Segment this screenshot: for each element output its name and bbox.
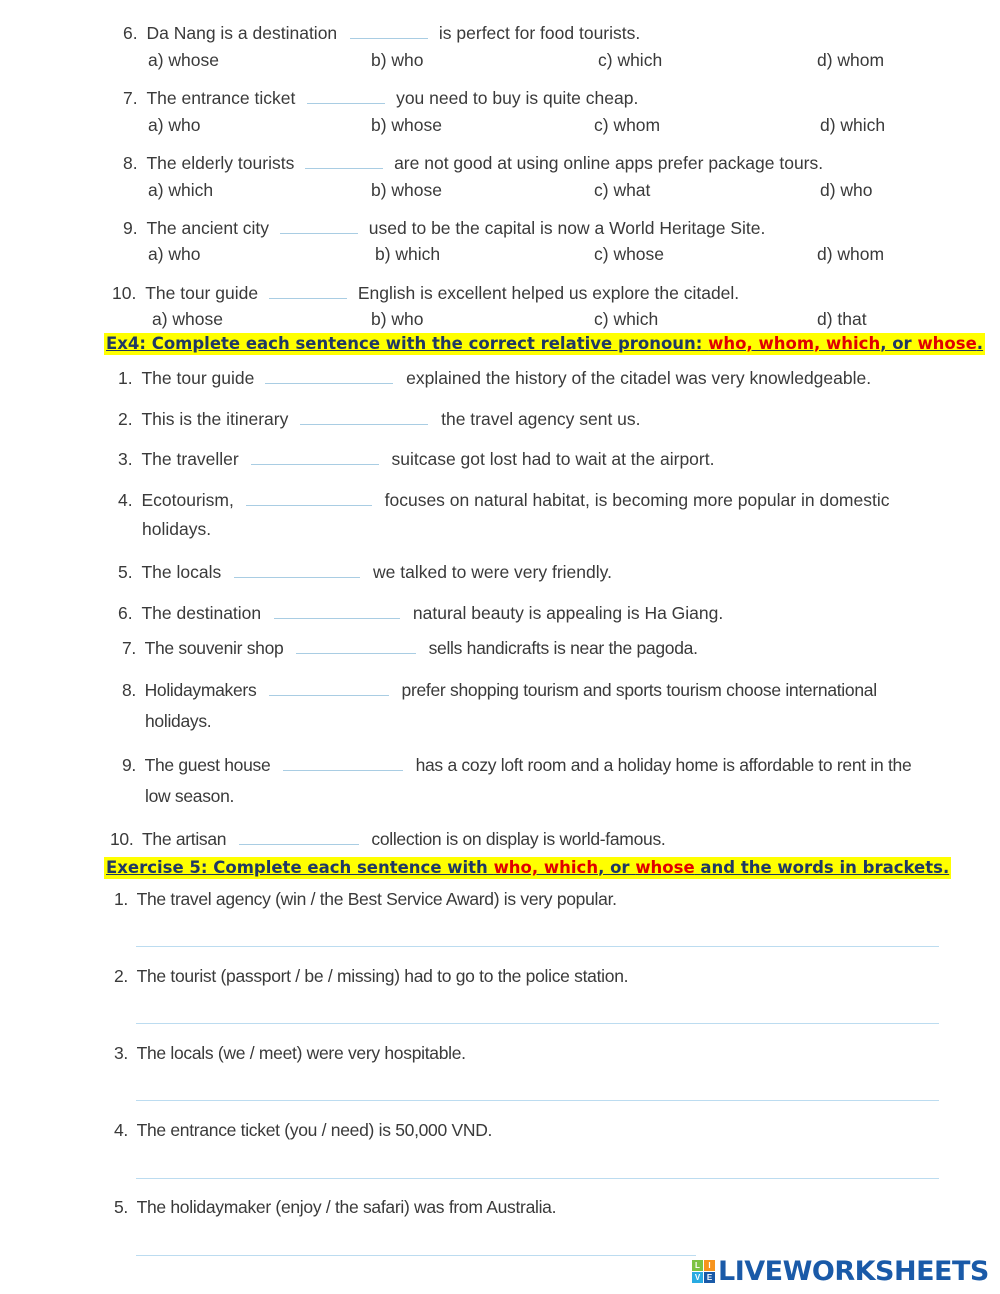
ex4-item-4 bbox=[118, 488, 890, 511]
item-text-before: The traveller bbox=[141, 449, 239, 469]
item-text-before: The souvenir shop bbox=[144, 638, 284, 658]
option-c[interactable]: c) which bbox=[598, 50, 663, 70]
item-text-after: the travel agency sent us. bbox=[441, 409, 641, 429]
item-number: 2. bbox=[114, 966, 128, 986]
answer-blank[interactable] bbox=[251, 447, 379, 465]
item-text-after: focuses on natural habitat, is becoming more popular in domestic bbox=[384, 490, 890, 510]
item-number: 5. bbox=[114, 1197, 128, 1217]
item-text: The tourist (passport / be / missing) had to go to the police station. bbox=[136, 966, 629, 986]
item-text-before: Ecotourism, bbox=[141, 490, 234, 510]
ex5-item-3 bbox=[114, 1043, 466, 1064]
question-number: 7. bbox=[123, 88, 138, 108]
logo-icon-letter-e: E bbox=[704, 1272, 715, 1283]
answer-line[interactable] bbox=[136, 1100, 939, 1101]
item-number: 8. bbox=[122, 680, 136, 700]
item-number: 4. bbox=[114, 1120, 128, 1140]
heading-prefix: Ex4: Complete each sentence with the correct relative pronoun: bbox=[106, 334, 709, 353]
question-text-after: used to be the capital is now a World Heritage Site. bbox=[368, 218, 766, 238]
item-text-after: explained the history of the citadel was very knowledgeable. bbox=[406, 368, 872, 388]
answer-blank[interactable] bbox=[269, 281, 347, 299]
option-b[interactable]: b) who bbox=[371, 50, 424, 70]
ex3-question-8 bbox=[123, 151, 823, 174]
answer-blank[interactable] bbox=[350, 21, 428, 39]
ex3-question-10 bbox=[112, 281, 739, 304]
item-number: 4. bbox=[118, 490, 133, 510]
item-text-after: sells handicrafts is near the pagoda. bbox=[428, 638, 698, 658]
answer-blank[interactable] bbox=[234, 560, 360, 578]
heading-red-whose: whose bbox=[635, 858, 695, 877]
logo-icon-letter-v: V bbox=[692, 1272, 703, 1283]
answer-blank[interactable] bbox=[280, 216, 358, 234]
ex4-item-6 bbox=[118, 601, 723, 624]
item-text-before: The artisan bbox=[142, 829, 227, 849]
option-c[interactable]: c) whom bbox=[594, 115, 661, 135]
ex3-question-7 bbox=[123, 86, 638, 109]
heading-prefix: Exercise 5: Complete each sentence with bbox=[106, 858, 494, 877]
option-b[interactable]: b) which bbox=[375, 244, 441, 264]
item-text-after: natural beauty is appealing is Ha Giang. bbox=[412, 603, 724, 623]
answer-line[interactable] bbox=[136, 1023, 939, 1024]
option-d[interactable]: d) whom bbox=[817, 50, 885, 70]
item-text-before: The tour guide bbox=[141, 368, 255, 388]
option-d[interactable]: d) who bbox=[820, 180, 873, 200]
ex4-item-5 bbox=[118, 560, 612, 583]
ex4-item-9 bbox=[122, 753, 911, 776]
answer-blank[interactable] bbox=[305, 151, 383, 169]
answer-line[interactable] bbox=[136, 946, 939, 947]
ex5-heading bbox=[104, 857, 951, 879]
question-number: 9. bbox=[123, 218, 138, 238]
question-text-before: The ancient city bbox=[146, 218, 270, 238]
item-number: 1. bbox=[118, 368, 133, 388]
ex5-item-4 bbox=[114, 1120, 492, 1141]
ex3-question-9 bbox=[123, 216, 765, 239]
item-text: The entrance ticket (you / need) is 50,000 VND. bbox=[136, 1120, 493, 1140]
item-number: 1. bbox=[114, 889, 128, 909]
item-text-after: prefer shopping tourism and sports tourism choose international bbox=[401, 680, 877, 700]
ex4-item-8-continuation: holidays. bbox=[145, 711, 212, 731]
ex4-item-7 bbox=[122, 636, 698, 659]
option-c[interactable]: c) which bbox=[594, 309, 659, 329]
option-d[interactable]: d) that bbox=[817, 309, 867, 329]
item-text-after: has a cozy loft room and a holiday home is affordable to rent in the bbox=[415, 755, 912, 775]
item-text: The travel agency (win / the Best Service Award) is very popular. bbox=[136, 889, 617, 909]
option-a[interactable]: a) whose bbox=[152, 309, 224, 329]
ex3-question-6 bbox=[123, 21, 640, 44]
option-b[interactable]: b) whose bbox=[371, 115, 443, 135]
ex4-heading bbox=[104, 333, 985, 355]
item-number: 5. bbox=[118, 562, 133, 582]
item-text-before: The destination bbox=[141, 603, 262, 623]
item-text-after: collection is on display is world-famous. bbox=[371, 829, 666, 849]
answer-blank[interactable] bbox=[283, 753, 403, 771]
item-text-after: suitcase got lost had to wait at the airport. bbox=[391, 449, 715, 469]
option-d[interactable]: d) whom bbox=[817, 244, 885, 264]
question-text-before: The entrance ticket bbox=[146, 88, 296, 108]
question-text-before: The tour guide bbox=[145, 283, 259, 303]
question-number: 6. bbox=[123, 23, 138, 43]
ex4-item-8 bbox=[122, 678, 877, 701]
answer-blank[interactable] bbox=[269, 678, 389, 696]
answer-blank[interactable] bbox=[274, 601, 400, 619]
heading-red-pronouns: who, whom, which bbox=[708, 334, 881, 353]
answer-blank[interactable] bbox=[300, 407, 428, 425]
heading-red-whose: whose bbox=[917, 334, 977, 353]
question-text-after: English is excellent helped us explore the citadel. bbox=[357, 283, 740, 303]
item-text-before: The locals bbox=[141, 562, 222, 582]
heading-mid: , or bbox=[598, 858, 636, 877]
question-text-before: Da Nang is a destination bbox=[146, 23, 338, 43]
item-text-after: we talked to were very friendly. bbox=[373, 562, 612, 582]
answer-blank[interactable] bbox=[265, 366, 393, 384]
item-number: 6. bbox=[118, 603, 133, 623]
answer-line[interactable] bbox=[136, 1178, 939, 1179]
heading-suffix: and the words in brackets. bbox=[694, 858, 950, 877]
option-a[interactable]: a) who bbox=[148, 115, 201, 135]
answer-blank[interactable] bbox=[239, 827, 359, 845]
ex4-item-10 bbox=[110, 827, 665, 850]
item-text-before: The guest house bbox=[144, 755, 271, 775]
answer-line[interactable] bbox=[136, 1255, 696, 1256]
ex4-item-1 bbox=[118, 366, 871, 389]
item-number: 9. bbox=[122, 755, 136, 775]
ex5-item-1 bbox=[114, 889, 617, 910]
logo-text: LIVEWORKSHEETS bbox=[718, 1255, 989, 1287]
question-number: 8. bbox=[123, 153, 138, 173]
item-text: The locals (we / meet) were very hospitable. bbox=[136, 1043, 466, 1063]
item-text: The holidaymaker (enjoy / the safari) was from Australia. bbox=[136, 1197, 557, 1217]
heading-mid: , or bbox=[880, 334, 918, 353]
answer-blank[interactable] bbox=[307, 86, 385, 104]
item-text-before: Holidaymakers bbox=[144, 680, 257, 700]
logo-icon-letter-i: I bbox=[704, 1260, 715, 1271]
ex5-item-5 bbox=[114, 1197, 556, 1218]
ex4-item-3 bbox=[118, 447, 714, 470]
option-a[interactable]: a) whose bbox=[148, 50, 220, 70]
question-text-after: are not good at using online apps prefer package tours. bbox=[394, 153, 824, 173]
item-number: 10. bbox=[110, 829, 134, 849]
question-text-after: you need to buy is quite cheap. bbox=[396, 88, 639, 108]
item-text-before: This is the itinerary bbox=[141, 409, 289, 429]
item-number: 3. bbox=[114, 1043, 128, 1063]
item-number: 3. bbox=[118, 449, 133, 469]
logo-icon bbox=[692, 1260, 715, 1283]
option-d[interactable]: d) which bbox=[820, 115, 886, 135]
option-b[interactable]: b) whose bbox=[371, 180, 443, 200]
option-a[interactable]: a) who bbox=[148, 244, 201, 264]
ex4-item-4-continuation: holidays. bbox=[142, 519, 212, 539]
option-c[interactable]: c) whose bbox=[594, 244, 665, 264]
ex4-item-2 bbox=[118, 407, 641, 430]
heading-red-pronouns: who, which bbox=[493, 858, 599, 877]
option-c[interactable]: c) what bbox=[594, 180, 651, 200]
option-a[interactable]: a) which bbox=[148, 180, 214, 200]
item-number: 2. bbox=[118, 409, 133, 429]
heading-suffix: . bbox=[976, 334, 984, 353]
answer-blank[interactable] bbox=[246, 488, 372, 506]
ex4-item-9-continuation: low season. bbox=[145, 786, 235, 806]
question-text-after: is perfect for food tourists. bbox=[438, 23, 641, 43]
item-number: 7. bbox=[122, 638, 136, 658]
liveworksheets-logo[interactable] bbox=[692, 1256, 989, 1286]
ex5-item-2 bbox=[114, 966, 628, 987]
answer-blank[interactable] bbox=[296, 636, 416, 654]
logo-icon-letter-l: L bbox=[692, 1260, 703, 1271]
option-b[interactable]: b) who bbox=[371, 309, 424, 329]
question-number: 10. bbox=[112, 283, 137, 303]
question-text-before: The elderly tourists bbox=[146, 153, 295, 173]
